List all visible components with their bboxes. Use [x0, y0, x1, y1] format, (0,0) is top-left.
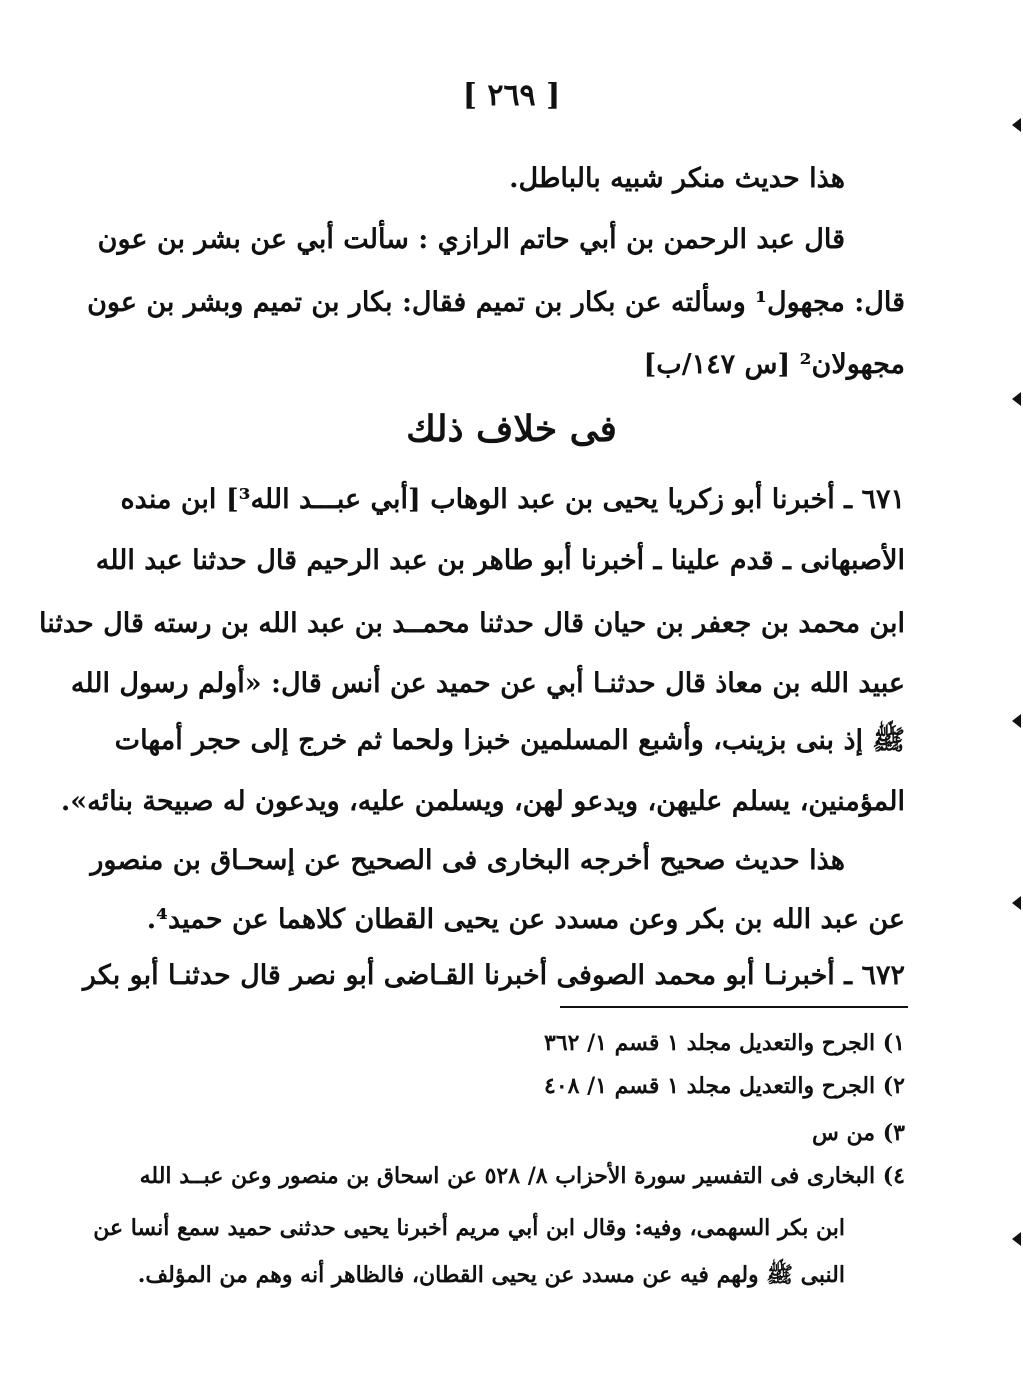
margin-arrow-icon	[1012, 896, 1021, 910]
page-number: [ ٢٦٩ ]	[462, 78, 561, 113]
margin-arrow-icon	[1012, 392, 1021, 406]
footnote: ٤) البخارى فى التفسير سورة الأحزاب ٨/ ٥٢٨ عن اسحاق بن منصور وعن عبــد الله	[139, 1163, 905, 1189]
footnote-separator	[560, 1006, 908, 1008]
text-line: قال عبد الرحمن بن أبي حاتم الرازي : سألت أبي عن بشر بن عون	[97, 224, 845, 255]
text-line: هذا حديث منكر شبيه بالباطل.	[509, 163, 845, 194]
margin-arrow-icon	[1012, 714, 1021, 728]
text-line: قال: مجهول¹ وسألته عن بكار بن تميم فقال: بكار بن تميم وبشر بن عون	[87, 287, 905, 318]
footnote: ١) الجرح والتعديل مجلد ١ قسم ١/ ٣٦٢	[544, 1030, 905, 1056]
margin-arrow-icon	[1012, 118, 1021, 132]
text-line: مجهولان² [س ١٤٧/ب]	[643, 349, 905, 380]
section-heading: فى خلاف ذلك	[406, 408, 617, 450]
hadith-line: هذا حديث صحيح أخرجه البخارى فى الصحيح عن إسحـاق بن منصور	[90, 845, 845, 876]
footnote: ٢) الجرح والتعديل مجلد ١ قسم ١/ ٤٠٨	[544, 1073, 905, 1099]
hadith-line: عن عبد الله بن بكر وعن مسدد عن يحيى القطان كلاهما عن حميد⁴.	[146, 904, 905, 935]
hadith-line: المؤمنين، يسلم عليهن، ويدعو لهن، ويسلمن عليه، ويدعون له صبيحة بنائه».	[60, 786, 905, 817]
margin-arrow-icon	[1012, 1232, 1021, 1246]
hadith-line: ٦٧١ ـ أخبرنا أبو زكريا يحيى بن عبد الوهاب [أبي عبـــد الله³] ابن منده	[120, 484, 905, 515]
footnote-continuation: النبى ﷺ ولهم فيه عن مسدد عن يحيى القطان، فالظاهر أنه وهم من المؤلف.	[137, 1262, 845, 1288]
footnote-continuation: ابن بكر السهمى، وفيه: وقال ابن أبي مريم أخبرنا يحيى حدثنى حميد سمع أنسا عن	[93, 1215, 845, 1241]
hadith-line: ابن محمد بن جعفر بن حيان قال حدثنا محمــد بن عبد الله بن رسته قال حدثنا	[38, 608, 905, 639]
footnote: ٣) من س	[812, 1120, 905, 1146]
hadith-line: عبيد الله بن معاذ قال حدثنـا أبي عن حميد عن أنس قال: «أولم رسول الله	[70, 668, 905, 699]
hadith-line: ٦٧٢ ـ أخبرنـا أبو محمد الصوفى أخبرنا القـاضى أبو نصر قال حدثنـا أبو بكر	[82, 960, 905, 991]
hadith-line: ﷺ إذ بنى بزينب، وأشبع المسلمين خبزا ولحما ثم خرج إلى حجر أمهات	[114, 725, 905, 756]
hadith-line: الأصبهانى ـ قدم علينا ـ أخبرنا أبو طاهر بن عبد الرحيم قال حدثنا عبد الله	[95, 545, 905, 576]
